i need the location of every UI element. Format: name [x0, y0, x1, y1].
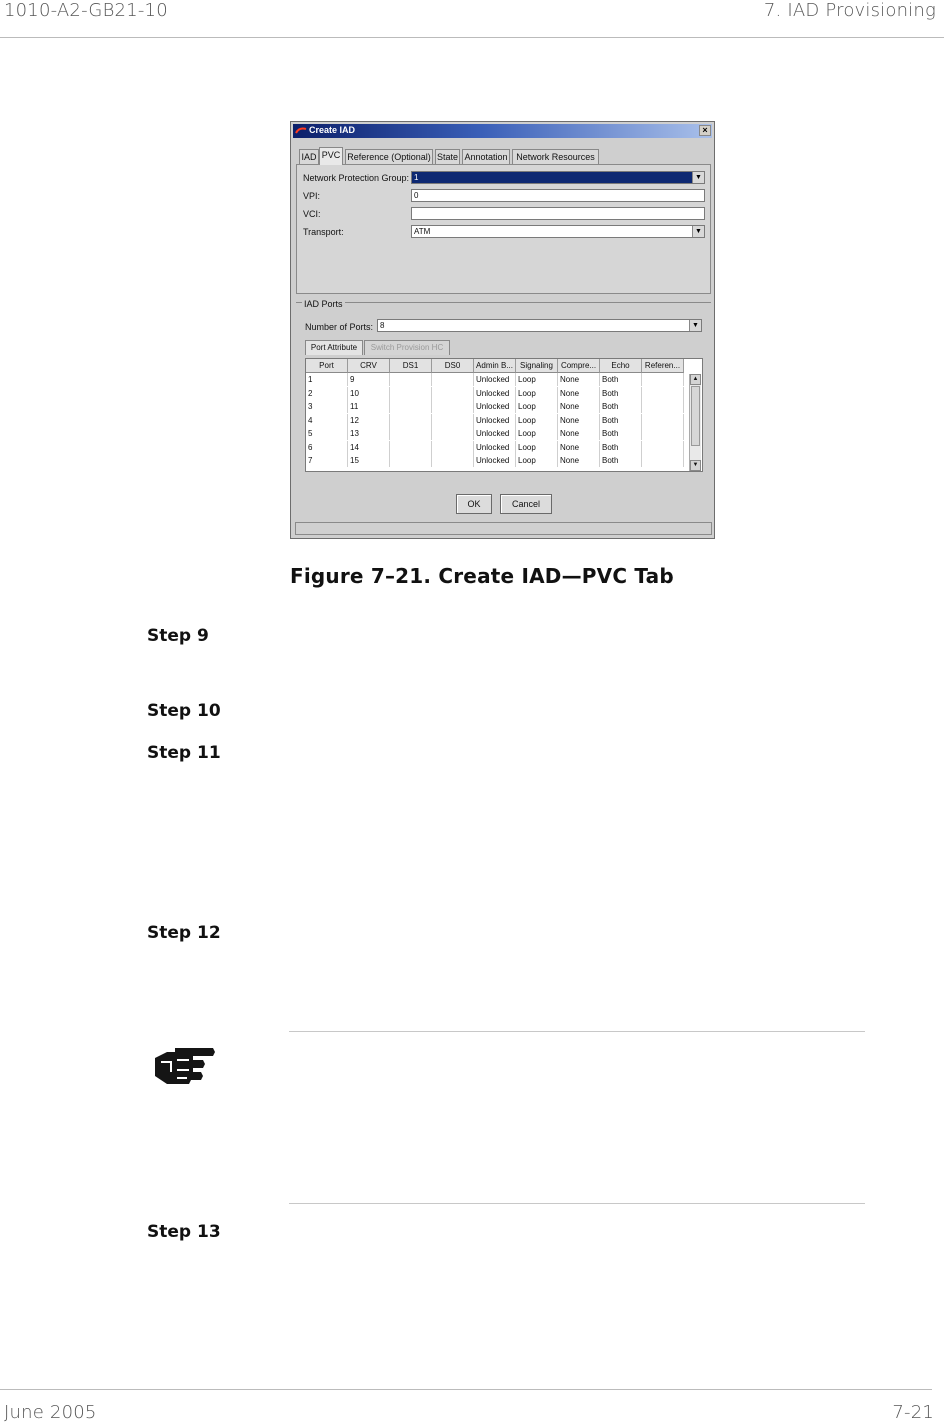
table-cell[interactable]: [642, 441, 684, 454]
table-cell[interactable]: Both: [600, 427, 642, 440]
tab-reference[interactable]: Reference (Optional): [345, 149, 433, 164]
app-logo-icon: [295, 127, 307, 134]
table-cell[interactable]: Unlocked: [474, 441, 516, 454]
number-of-ports-label: Number of Ports:: [305, 322, 374, 332]
tab-port-attribute[interactable]: Port Attribute: [305, 340, 363, 355]
table-cell[interactable]: Loop: [516, 373, 558, 386]
vci-input[interactable]: [411, 207, 705, 220]
pvc-panel: [296, 164, 711, 294]
table-cell[interactable]: 1: [306, 373, 348, 386]
table-cell[interactable]: Unlocked: [474, 400, 516, 413]
network-protection-group-label: Network Protection Group:: [303, 173, 410, 183]
table-cell[interactable]: [390, 387, 432, 400]
table-cell[interactable]: Unlocked: [474, 454, 516, 467]
table-cell[interactable]: [642, 400, 684, 413]
dialog-titlebar: [293, 124, 712, 138]
table-cell[interactable]: 14: [348, 441, 390, 454]
table-cell[interactable]: [642, 454, 684, 467]
table-cell[interactable]: [390, 414, 432, 427]
ok-button[interactable]: OK: [456, 494, 492, 514]
table-cell[interactable]: 13: [348, 427, 390, 440]
step-label: Step 9: [147, 626, 209, 646]
table-cell[interactable]: 10: [348, 387, 390, 400]
header-chapter-title: 7. IAD Provisioning: [763, 0, 936, 21]
table-cell[interactable]: Both: [600, 373, 642, 386]
table-cell[interactable]: None: [558, 387, 600, 400]
table-cell[interactable]: Loop: [516, 454, 558, 467]
table-cell[interactable]: 11: [348, 400, 390, 413]
column-header[interactable]: DS1: [390, 359, 432, 373]
vertical-scrollbar[interactable]: [689, 374, 701, 471]
column-header[interactable]: Signaling: [516, 359, 558, 373]
table-cell[interactable]: [642, 414, 684, 427]
table-cell[interactable]: 5: [306, 427, 348, 440]
table-cell[interactable]: 12: [348, 414, 390, 427]
create-iad-dialog: [290, 121, 715, 539]
table-cell[interactable]: [390, 454, 432, 467]
scroll-down-icon[interactable]: ▼: [690, 460, 701, 471]
table-cell[interactable]: 7: [306, 454, 348, 467]
network-protection-group-select[interactable]: [411, 171, 705, 184]
table-cell[interactable]: Loop: [516, 414, 558, 427]
header-divider: [0, 37, 944, 38]
table-cell[interactable]: Unlocked: [474, 387, 516, 400]
close-button[interactable]: ×: [699, 125, 711, 136]
step-label: Step 10: [147, 701, 221, 721]
table-cell[interactable]: [390, 441, 432, 454]
vci-label: VCI:: [303, 209, 321, 219]
column-header[interactable]: CRV: [348, 359, 390, 373]
note-top-rule: [289, 1031, 865, 1032]
column-header[interactable]: Referen...: [642, 359, 684, 373]
table-cell[interactable]: [390, 373, 432, 386]
column-header[interactable]: Admin B...: [474, 359, 516, 373]
chevron-down-icon[interactable]: ▼: [689, 320, 701, 331]
table-cell[interactable]: Both: [600, 441, 642, 454]
table-cell[interactable]: Both: [600, 400, 642, 413]
table-cell[interactable]: Loop: [516, 400, 558, 413]
chevron-down-icon[interactable]: ▼: [692, 172, 704, 183]
column-header[interactable]: Port: [306, 359, 348, 373]
table-cell[interactable]: [432, 414, 474, 427]
column-header[interactable]: Compre...: [558, 359, 600, 373]
table-cell[interactable]: None: [558, 427, 600, 440]
footer-divider: [0, 1389, 932, 1390]
table-cell[interactable]: 3: [306, 400, 348, 413]
table-cell[interactable]: Both: [600, 387, 642, 400]
table-cell[interactable]: [642, 373, 684, 386]
number-of-ports-select[interactable]: [377, 319, 702, 332]
table-cell[interactable]: Loop: [516, 387, 558, 400]
table-cell[interactable]: [432, 454, 474, 467]
table-cell[interactable]: None: [558, 414, 600, 427]
table-cell[interactable]: None: [558, 454, 600, 467]
table-cell[interactable]: Loop: [516, 427, 558, 440]
column-header[interactable]: Echo: [600, 359, 642, 373]
table-cell[interactable]: Both: [600, 414, 642, 427]
tab-annotation[interactable]: Annotation: [462, 149, 510, 164]
ports-table: [305, 358, 703, 472]
transport-select[interactable]: [411, 225, 705, 238]
table-cell[interactable]: [642, 387, 684, 400]
step-label: Step 11: [147, 743, 221, 763]
dialog-title: Create IAD: [309, 125, 356, 135]
vpi-input[interactable]: 0: [411, 189, 705, 202]
table-cell[interactable]: 15: [348, 454, 390, 467]
table-cell[interactable]: [432, 373, 474, 386]
pointing-hand-icon: [153, 1044, 217, 1086]
scroll-up-icon[interactable]: ▲: [690, 374, 701, 385]
step-label: Step 13: [147, 1222, 221, 1242]
tab-state[interactable]: State: [435, 149, 460, 164]
table-cell[interactable]: [390, 400, 432, 413]
vpi-label: VPI:: [303, 191, 321, 201]
table-cell[interactable]: Loop: [516, 441, 558, 454]
status-bar: [295, 522, 712, 535]
table-cell[interactable]: 9: [348, 373, 390, 386]
cancel-button[interactable]: Cancel: [500, 494, 552, 514]
table-cell[interactable]: [432, 400, 474, 413]
table-cell[interactable]: 6: [306, 441, 348, 454]
header-document-number: 1010-A2-GB21-10: [4, 0, 168, 21]
tab-switch-provision[interactable]: Switch Provision HC: [364, 340, 450, 355]
transport-value: ATM: [414, 227, 431, 236]
table-cell[interactable]: None: [558, 400, 600, 413]
tab-network-resources[interactable]: Network Resources: [512, 149, 599, 164]
step-label: Step 12: [147, 923, 221, 943]
chevron-down-icon[interactable]: ▼: [692, 226, 704, 237]
table-cell[interactable]: Both: [600, 454, 642, 467]
table-cell[interactable]: [432, 387, 474, 400]
column-header[interactable]: DS0: [432, 359, 474, 373]
footer-page-number: 7-21: [892, 1402, 934, 1423]
table-cell[interactable]: Unlocked: [474, 427, 516, 440]
transport-label: Transport:: [303, 227, 344, 237]
footer-date: June 2005: [4, 1402, 97, 1423]
table-cell[interactable]: 2: [306, 387, 348, 400]
table-cell[interactable]: Unlocked: [474, 373, 516, 386]
iad-ports-title: IAD Ports: [304, 299, 343, 309]
number-of-ports-value: 8: [380, 321, 385, 330]
table-cell[interactable]: Unlocked: [474, 414, 516, 427]
figure-caption: Figure 7–21. Create IAD—PVC Tab: [290, 564, 674, 588]
scroll-thumb[interactable]: [691, 386, 700, 446]
table-cell[interactable]: 4: [306, 414, 348, 427]
tab-pvc[interactable]: PVC: [319, 147, 343, 165]
note-bottom-rule: [289, 1203, 865, 1204]
table-cell[interactable]: None: [558, 441, 600, 454]
table-cell[interactable]: [390, 427, 432, 440]
table-cell[interactable]: [642, 427, 684, 440]
table-cell[interactable]: None: [558, 373, 600, 386]
network-protection-group-value: 1: [414, 173, 419, 182]
tab-iad[interactable]: IAD: [299, 149, 319, 164]
table-cell[interactable]: [432, 441, 474, 454]
table-cell[interactable]: [432, 427, 474, 440]
